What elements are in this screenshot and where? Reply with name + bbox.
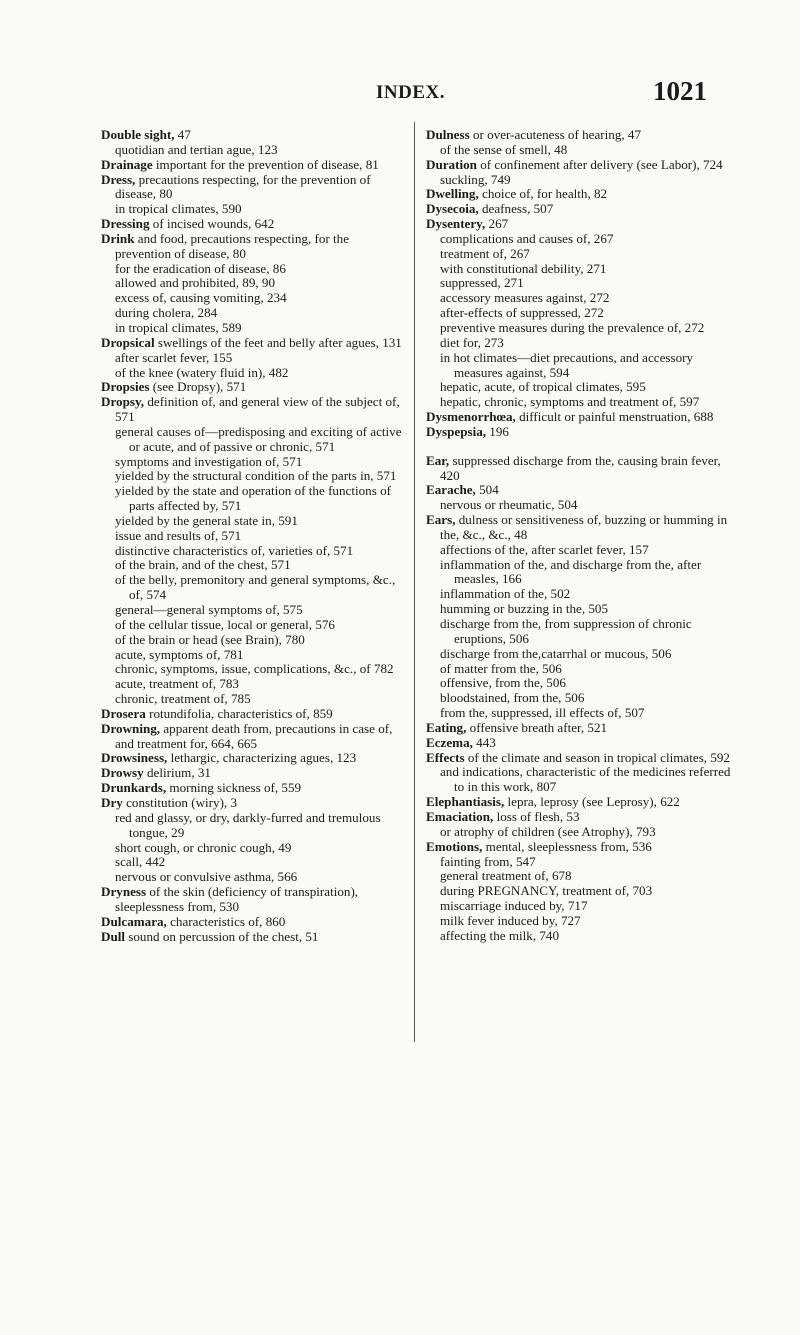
- index-entry: [426, 751, 732, 766]
- index-subentry: discharge from the, from suppression of chronic eruptions, 506: [440, 616, 692, 646]
- entry-heading: Dyspepsia,: [426, 423, 487, 439]
- index-subentry: bloodstained, from the, 506: [440, 690, 585, 706]
- entry-text: apparent death from, precautions in case of, and treatment for, 664, 665: [115, 720, 393, 751]
- index-subentry: of the cellular tissue, local or general, 576: [115, 616, 335, 632]
- entry-text: difficult or painful menstruation, 688: [515, 409, 714, 425]
- index-entry: [101, 217, 407, 232]
- index-entry: [101, 232, 407, 262]
- index-subentry: general treatment of, 678: [440, 868, 572, 884]
- index-subentry: red and glassy, or dry, darkly-furred and tremulous tongue, 29: [115, 809, 381, 840]
- entry-heading: Double sight,: [101, 127, 175, 142]
- index-subentry: during PREGNANCY, treatment of, 703: [440, 883, 653, 899]
- index-subentry: allowed and prohibited, 89, 90: [115, 275, 276, 291]
- entry-heading: Earache,: [426, 482, 476, 498]
- index-subentry: yielded by the state and operation of the functions of parts affected by, 571: [115, 483, 391, 514]
- index-subentry: accessory measures against, 272: [440, 290, 610, 306]
- entry-heading: Dry: [101, 794, 123, 810]
- index-subentry: after scarlet fever, 155: [115, 349, 233, 365]
- entry-text: deafness, 507: [478, 201, 554, 217]
- index-subentry: or atrophy of children (see Atrophy), 793: [440, 823, 656, 839]
- index-subentry: from the, suppressed, ill effects of, 507: [440, 705, 645, 721]
- entry-text: of the skin (deficiency of transpiration), sleeplessness from, 530: [115, 884, 359, 914]
- index-entry: [426, 410, 732, 425]
- index-subentry: inflammation of the, and discharge from the, after measles, 166: [440, 556, 702, 587]
- index-subentry: in tropical climates, 589: [115, 319, 242, 335]
- index-subentry: diet for, 273: [440, 334, 504, 350]
- index-subentry: suppressed, 271: [440, 275, 524, 291]
- entry-text: 196: [486, 423, 509, 439]
- index-entry: [101, 751, 407, 766]
- index-entry: [101, 781, 407, 796]
- entry-heading: Elephantiasis,: [426, 794, 505, 810]
- index-entry: [101, 158, 407, 173]
- entry-heading: Drainage: [101, 156, 153, 172]
- entry-text: characteristics of, 860: [166, 913, 286, 929]
- entry-heading: Drowsy: [101, 765, 144, 781]
- index-entry: [426, 513, 732, 543]
- index-entry: [101, 796, 407, 811]
- entry-text: rotundifolia, characteristics of, 859: [145, 705, 333, 721]
- index-subentry: of the belly, premonitory and general symptoms, &c., of, 574: [115, 572, 396, 603]
- entry-text: swellings of the feet and belly after agues, 131: [154, 334, 402, 350]
- entry-heading: Drowsiness,: [101, 750, 168, 766]
- index-entry: [426, 425, 732, 440]
- entry-heading: Emotions,: [426, 838, 483, 854]
- index-entry: [426, 483, 732, 498]
- index-subentry: with constitutional debility, 271: [440, 260, 607, 276]
- index-column-right: [426, 128, 732, 944]
- entry-text: 443: [472, 734, 496, 750]
- entry-text: mental, sleeplessness from, 536: [482, 838, 652, 854]
- index-subentry: for the eradication of disease, 86: [115, 260, 286, 276]
- index-subentry: nervous or convulsive asthma, 566: [115, 869, 298, 885]
- index-subentry: preventive measures during the prevalence of, 272: [440, 319, 705, 335]
- index-column-left: [101, 128, 407, 944]
- entry-text: and food, precautions respecting, for the prevention of disease, 80: [115, 230, 350, 261]
- index-subentry: general—general symptoms of, 575: [115, 602, 303, 617]
- index-entry: [101, 707, 407, 722]
- index-entry: [101, 915, 407, 930]
- entry-heading: Effects: [426, 749, 465, 765]
- entry-heading: Dull: [101, 928, 126, 944]
- entry-heading: Dropsical: [101, 334, 155, 350]
- index-subentry: excess of, causing vomiting, 234: [115, 290, 287, 306]
- index-subentry: treatment of, 267: [440, 245, 530, 261]
- index-subentry: quotidian and tertian ague, 123: [115, 141, 278, 157]
- entry-text: 267: [485, 216, 509, 232]
- index-subentry: during cholera, 284: [115, 305, 218, 321]
- page-header: [0, 78, 800, 118]
- index-subentry: symptoms and investigation of, 571: [115, 453, 303, 469]
- entry-text: important for the prevention of disease, 81: [152, 156, 379, 172]
- index-subentry: nervous or rheumatic, 504: [440, 497, 578, 513]
- index-subentry: in tropical climates, 590: [115, 201, 242, 217]
- entry-text: of incised wounds, 642: [149, 216, 275, 232]
- index-subentry: affections of the, after scarlet fever, 157: [440, 541, 649, 557]
- index-subentry: chronic, treatment of, 785: [115, 691, 251, 707]
- index-subentry: after-effects of suppressed, 272: [440, 305, 604, 321]
- entry-heading: Drunkards,: [101, 780, 167, 796]
- index-entry: [426, 721, 732, 736]
- entry-heading: Dysmenorrhœa,: [426, 409, 516, 425]
- entry-heading: Dropsy,: [101, 394, 145, 410]
- entry-heading: Dysentery,: [426, 216, 486, 232]
- index-entry: [426, 736, 732, 751]
- index-subentry: humming or buzzing in the, 505: [440, 601, 609, 617]
- index-subentry: general causes of—predisposing and exciting of active or acute, and of passive or chronic, 571: [115, 423, 402, 454]
- index-subentry: hepatic, acute, of tropical climates, 595: [440, 379, 646, 395]
- index-entry: [101, 930, 407, 945]
- index-subentry: of the brain or head (see Brain), 780: [115, 631, 305, 647]
- entry-heading: Dwelling,: [426, 186, 479, 202]
- index-subentry: of the sense of smell, 48: [440, 141, 568, 157]
- index-subentry: issue and results of, 571: [115, 527, 242, 543]
- index-subentry: scall, 442: [115, 854, 166, 870]
- entry-text: morning sickness of, 559: [166, 780, 302, 796]
- entry-heading: Dressing: [101, 216, 150, 232]
- entry-heading: Drowning,: [101, 720, 161, 736]
- index-subentry: of the knee (watery fluid in), 482: [115, 364, 289, 380]
- index-subentry: of matter from the, 506: [440, 660, 562, 676]
- index-subentry: distinctive characteristics of, varieties of, 571: [115, 542, 354, 558]
- index-entry: [101, 885, 407, 915]
- index-entry: [426, 217, 732, 232]
- entry-heading: Eczema,: [426, 734, 473, 750]
- index-subentry: milk fever induced by, 727: [440, 912, 581, 928]
- index-entry: [426, 202, 732, 217]
- index-entry: [426, 158, 732, 173]
- entry-text: suppressed discharge from the, causing brain fever, 420: [440, 452, 721, 483]
- index-entry: [101, 128, 407, 143]
- index-entry: [426, 454, 732, 484]
- entry-heading: Drosera: [101, 705, 146, 721]
- index-subentry: complications and causes of, 267: [440, 230, 614, 246]
- index-subentry: in hot climates—diet precautions, and accessory measures against, 594: [440, 349, 694, 380]
- entry-text: 504: [475, 482, 499, 498]
- entry-text: offensive breath after, 521: [466, 719, 608, 735]
- column-divider: [414, 122, 415, 1042]
- index-subentry: miscarriage induced by, 717: [440, 898, 588, 914]
- index-subentry: chronic, symptoms, issue, complications, &c., of 782: [115, 661, 394, 677]
- index-entry: [426, 810, 732, 825]
- index-subentry: short cough, or chronic cough, 49: [115, 839, 292, 855]
- entry-heading: Dryness: [101, 884, 147, 900]
- entry-text: or over-acuteness of hearing, 47: [469, 127, 642, 142]
- entry-heading: Dropsies: [101, 379, 150, 395]
- index-subentry: yielded by the general state in, 591: [115, 512, 298, 528]
- entry-text: constitution (wiry), 3: [122, 794, 238, 810]
- entry-text: lethargic, characterizing agues, 123: [167, 750, 357, 766]
- index-subentry: suckling, 749: [440, 171, 511, 187]
- entry-heading: Dulcamara,: [101, 913, 167, 929]
- entry-text: lepra, leprosy (see Leprosy), 622: [504, 794, 680, 810]
- entry-text: delirium, 31: [143, 765, 211, 781]
- index-entry: [426, 128, 732, 143]
- index-entry: [101, 380, 407, 395]
- index-entry: [101, 173, 407, 203]
- entry-heading: Eating,: [426, 719, 467, 735]
- index-subentry: fainting from, 547: [440, 853, 536, 869]
- index-entry: [101, 766, 407, 781]
- entry-heading: Dress,: [101, 171, 136, 187]
- entry-text: definition of, and general view of the subject of, 571: [115, 394, 400, 425]
- entry-heading: Drink: [101, 230, 135, 246]
- entry-heading: Emaciation,: [426, 808, 494, 824]
- entry-text: 47: [174, 127, 191, 142]
- index-entry: [101, 336, 407, 351]
- index-subentry: hepatic, chronic, symptoms and treatment of, 597: [440, 394, 700, 410]
- index-subentry: acute, treatment of, 783: [115, 676, 239, 692]
- index-entry: [426, 795, 732, 810]
- entry-text: loss of flesh, 53: [493, 808, 580, 824]
- entry-text: precautions respecting, for the prevention of disease, 80: [115, 171, 371, 202]
- index-subentry: yielded by the structural condition of the parts in, 571: [115, 468, 397, 484]
- index-subentry: acute, symptoms of, 781: [115, 646, 244, 662]
- page-number: 1021: [653, 76, 707, 106]
- index-subentry: of the brain, and of the chest, 571: [115, 557, 291, 573]
- entry-heading: Dysecoia,: [426, 201, 479, 217]
- entry-text: sound on percussion of the chest, 51: [125, 928, 319, 944]
- index-subentry: offensive, from the, 506: [440, 675, 566, 691]
- entry-text: (see Dropsy), 571: [149, 379, 247, 395]
- index-subentry: affecting the milk, 740: [440, 927, 560, 943]
- entry-heading: Dulness: [426, 127, 470, 142]
- entry-text: of the climate and season in tropical climates, 592: [464, 749, 730, 765]
- entry-heading: Ears,: [426, 512, 456, 528]
- entry-heading: Duration: [426, 156, 477, 172]
- index-entry: [101, 395, 407, 425]
- index-entry: [426, 840, 732, 855]
- entry-heading: Ear,: [426, 452, 450, 468]
- entry-text: of confinement after delivery (see Labor), 724: [476, 156, 723, 172]
- index-entry: [101, 722, 407, 752]
- entry-text: dulness or sensitiveness of, buzzing or humming in the, &c., &c., 48: [440, 512, 728, 542]
- index-subentry: and indications, characteristic of the medicines referred to in this work, 807: [440, 764, 731, 795]
- entry-text: choice of, for health, 82: [478, 186, 608, 202]
- index-subentry: discharge from the,catarrhal or mucous, 506: [440, 645, 672, 661]
- page-title: INDEX.: [376, 82, 445, 103]
- index-entry: [426, 187, 732, 202]
- index-subentry: inflammation of the, 502: [440, 586, 571, 602]
